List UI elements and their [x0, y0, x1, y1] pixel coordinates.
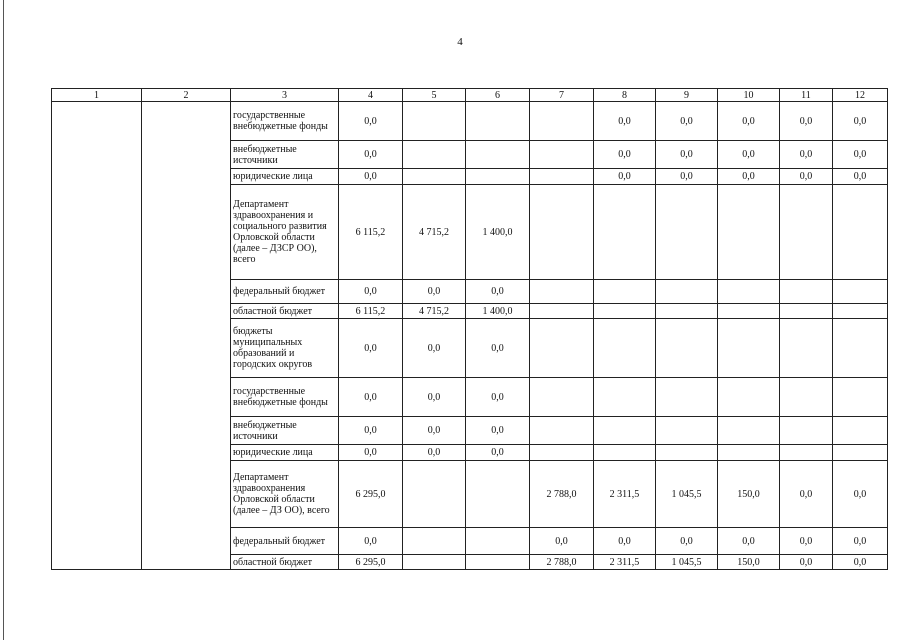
value-cell — [780, 378, 833, 417]
value-cell: 0,0 — [718, 169, 780, 185]
value-cell — [718, 280, 780, 304]
row-label: Департамент здравоохранения и социального развития Орловской области (далее – ДЗСР ОО), всего — [231, 185, 339, 280]
value-cell: 0,0 — [403, 319, 466, 378]
value-cell — [594, 304, 656, 319]
row-label: внебюджетные источники — [231, 141, 339, 169]
value-cell: 2 788,0 — [530, 555, 594, 570]
row-label: юридические лица — [231, 169, 339, 185]
column-header: 3 — [231, 89, 339, 102]
value-cell — [594, 319, 656, 378]
column-header: 5 — [403, 89, 466, 102]
value-cell — [656, 417, 718, 445]
value-cell: 1 400,0 — [466, 304, 530, 319]
column-header: 10 — [718, 89, 780, 102]
value-cell — [656, 304, 718, 319]
value-cell: 0,0 — [339, 445, 403, 461]
value-cell: 0,0 — [656, 528, 718, 555]
value-cell: 0,0 — [718, 528, 780, 555]
value-cell: 0,0 — [780, 141, 833, 169]
value-cell — [656, 185, 718, 280]
value-cell — [403, 461, 466, 528]
header-row — [52, 89, 888, 102]
value-cell — [718, 417, 780, 445]
value-cell: 0,0 — [833, 102, 888, 141]
value-cell: 0,0 — [780, 102, 833, 141]
value-cell: 1 045,5 — [656, 461, 718, 528]
value-cell: 0,0 — [718, 141, 780, 169]
value-cell — [530, 185, 594, 280]
value-cell — [780, 445, 833, 461]
value-cell — [833, 319, 888, 378]
value-cell: 0,0 — [403, 378, 466, 417]
merged-empty-cell — [52, 102, 142, 570]
value-cell: 0,0 — [656, 102, 718, 141]
value-cell — [403, 141, 466, 169]
value-cell: 4 715,2 — [403, 185, 466, 280]
value-cell — [594, 417, 656, 445]
row-label: Департамент здравоохранения Орловской области (далее – ДЗ ОО), всего — [231, 461, 339, 528]
value-cell — [403, 169, 466, 185]
value-cell: 0,0 — [530, 528, 594, 555]
value-cell: 4 715,2 — [403, 304, 466, 319]
value-cell — [403, 555, 466, 570]
value-cell: 0,0 — [339, 141, 403, 169]
value-cell: 0,0 — [466, 280, 530, 304]
column-header: 7 — [530, 89, 594, 102]
value-cell: 2 311,5 — [594, 461, 656, 528]
value-cell: 0,0 — [718, 102, 780, 141]
row-label: областной бюджет — [231, 555, 339, 570]
table-body — [52, 102, 888, 570]
value-cell — [780, 319, 833, 378]
value-cell: 0,0 — [594, 169, 656, 185]
value-cell — [530, 417, 594, 445]
value-cell: 0,0 — [656, 169, 718, 185]
value-cell: 0,0 — [833, 555, 888, 570]
value-cell: 0,0 — [594, 102, 656, 141]
value-cell: 0,0 — [780, 169, 833, 185]
value-cell: 1 045,5 — [656, 555, 718, 570]
value-cell: 0,0 — [466, 445, 530, 461]
column-header: 8 — [594, 89, 656, 102]
column-header: 12 — [833, 89, 888, 102]
budget-table — [51, 88, 888, 570]
value-cell: 150,0 — [718, 555, 780, 570]
value-cell: 2 788,0 — [530, 461, 594, 528]
value-cell: 2 311,5 — [594, 555, 656, 570]
value-cell: 0,0 — [833, 141, 888, 169]
value-cell: 0,0 — [594, 141, 656, 169]
value-cell: 0,0 — [339, 280, 403, 304]
value-cell — [466, 169, 530, 185]
value-cell: 0,0 — [466, 378, 530, 417]
value-cell — [718, 304, 780, 319]
value-cell: 0,0 — [339, 528, 403, 555]
value-cell — [466, 141, 530, 169]
value-cell: 6 115,2 — [339, 304, 403, 319]
value-cell — [530, 102, 594, 141]
value-cell — [833, 185, 888, 280]
row-label: областной бюджет — [231, 304, 339, 319]
value-cell — [594, 378, 656, 417]
column-header: 11 — [780, 89, 833, 102]
row-label: юридические лица — [231, 445, 339, 461]
value-cell: 0,0 — [780, 528, 833, 555]
value-cell: 0,0 — [339, 102, 403, 141]
table-row — [52, 102, 888, 141]
value-cell — [530, 304, 594, 319]
value-cell: 0,0 — [466, 417, 530, 445]
value-cell — [718, 445, 780, 461]
value-cell — [833, 417, 888, 445]
value-cell — [780, 185, 833, 280]
column-header: 1 — [52, 89, 142, 102]
value-cell — [530, 169, 594, 185]
column-header: 2 — [142, 89, 231, 102]
value-cell: 0,0 — [594, 528, 656, 555]
value-cell — [718, 319, 780, 378]
value-cell — [530, 319, 594, 378]
merged-empty-cell — [142, 102, 231, 570]
row-label: внебюджетные источники — [231, 417, 339, 445]
value-cell: 0,0 — [403, 417, 466, 445]
column-header: 4 — [339, 89, 403, 102]
value-cell: 0,0 — [780, 555, 833, 570]
value-cell — [530, 378, 594, 417]
value-cell — [718, 378, 780, 417]
value-cell — [718, 185, 780, 280]
value-cell — [466, 461, 530, 528]
row-label: государственные внебюджетные фонды — [231, 102, 339, 141]
value-cell — [780, 304, 833, 319]
value-cell: 0,0 — [833, 169, 888, 185]
value-cell — [594, 445, 656, 461]
value-cell: 6 295,0 — [339, 555, 403, 570]
value-cell: 0,0 — [339, 169, 403, 185]
column-header: 6 — [466, 89, 530, 102]
value-cell — [530, 141, 594, 169]
value-cell: 0,0 — [833, 528, 888, 555]
value-cell — [780, 280, 833, 304]
value-cell — [530, 445, 594, 461]
page-edge-line — [3, 0, 4, 640]
value-cell: 1 400,0 — [466, 185, 530, 280]
value-cell: 0,0 — [403, 280, 466, 304]
value-cell — [656, 445, 718, 461]
value-cell — [530, 280, 594, 304]
value-cell: 0,0 — [466, 319, 530, 378]
value-cell: 0,0 — [339, 378, 403, 417]
value-cell — [403, 528, 466, 555]
value-cell — [833, 280, 888, 304]
value-cell — [780, 417, 833, 445]
row-label: федеральный бюджет — [231, 280, 339, 304]
row-label: государственные внебюджетные фонды — [231, 378, 339, 417]
value-cell — [594, 185, 656, 280]
value-cell: 0,0 — [339, 319, 403, 378]
row-label: бюджеты муниципальных образований и городских округов — [231, 319, 339, 378]
value-cell — [656, 319, 718, 378]
page-number: 4 — [457, 36, 463, 48]
row-label: федеральный бюджет — [231, 528, 339, 555]
value-cell — [466, 555, 530, 570]
value-cell: 0,0 — [833, 461, 888, 528]
column-header: 9 — [656, 89, 718, 102]
value-cell — [656, 378, 718, 417]
value-cell — [594, 280, 656, 304]
value-cell — [466, 102, 530, 141]
value-cell — [833, 304, 888, 319]
value-cell: 0,0 — [656, 141, 718, 169]
value-cell: 6 115,2 — [339, 185, 403, 280]
value-cell: 0,0 — [780, 461, 833, 528]
value-cell — [403, 102, 466, 141]
value-cell — [833, 378, 888, 417]
value-cell — [656, 280, 718, 304]
value-cell: 150,0 — [718, 461, 780, 528]
value-cell: 0,0 — [339, 417, 403, 445]
value-cell: 6 295,0 — [339, 461, 403, 528]
value-cell — [833, 445, 888, 461]
value-cell: 0,0 — [403, 445, 466, 461]
value-cell — [466, 528, 530, 555]
